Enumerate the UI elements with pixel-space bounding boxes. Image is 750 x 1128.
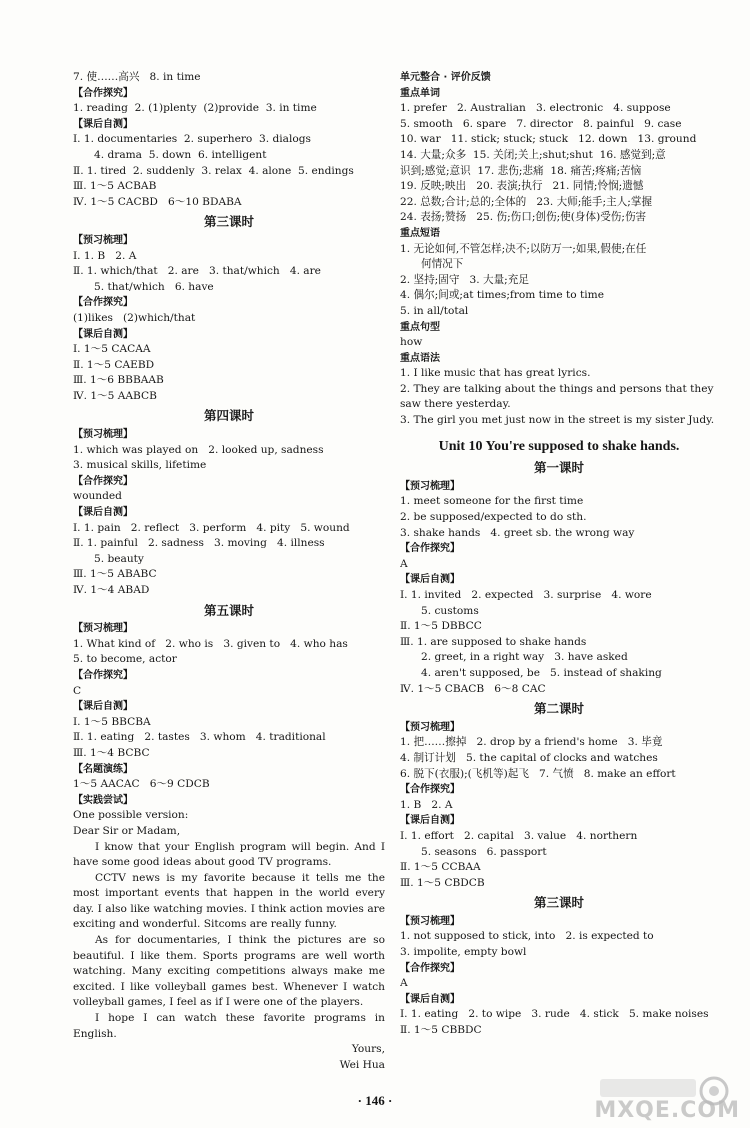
left-section-heading: 【课后自测】 <box>73 507 133 519</box>
left-answer-line: Ⅱ. 1. tired 2. suddenly 3. relax 4. alone 5. endings <box>73 164 354 177</box>
left-section-heading: 【合作探究】 <box>73 297 133 309</box>
right-section-heading: 【预习梳理】 <box>400 721 460 733</box>
right-lesson-title: 第一课时 <box>533 460 584 476</box>
right-answer-line: 3. shake hands 4. greet sb. the wrong way <box>400 526 635 539</box>
left-answer-line: Ⅱ. 1. which/that 2. are 3. that/which 4. are <box>73 265 321 278</box>
left-section-heading: 【预习梳理】 <box>73 623 133 635</box>
left-answer-line: Ⅱ. 1～5 CAEBD <box>73 358 155 371</box>
right-section-heading: 【课后自测】 <box>400 815 460 827</box>
watermark-text: MXQE.COM <box>594 1098 740 1123</box>
right-lesson-title: 第三课时 <box>533 895 584 911</box>
right-answer-line: A <box>400 977 408 990</box>
right-answer-line: 24. 表扬;赞扬 25. 伤;伤口;创伤;使(身体)受伤;伤害 <box>400 211 647 224</box>
page-number: · 146 · <box>357 1093 393 1108</box>
left-answer-line: 1. What kind of 2. who is 3. given to 4. who has <box>73 637 348 650</box>
right-answer-line: A <box>400 557 408 570</box>
right-section-heading: 【预习梳理】 <box>400 915 460 927</box>
right-lesson-title: 第二课时 <box>533 701 584 717</box>
right-section-heading: 【课后自测】 <box>400 993 460 1005</box>
left-answer-line: 1. which was played on 2. looked up, sadness <box>73 443 324 456</box>
letter-signature: Yours, <box>351 1043 385 1056</box>
left-lesson-title: 第三课时 <box>203 214 254 230</box>
right-answer-line: Ⅲ. 1～5 CBDCB <box>400 876 485 889</box>
right-answer-line: 19. 反映;映出 20. 表演;执行 21. 同情;怜悯;遗憾 <box>400 180 644 193</box>
left-column <box>73 70 385 1073</box>
left-answer-line: Ⅲ. 1～5 ABABC <box>73 568 157 581</box>
left-answer-line: 3. musical skills, lifetime <box>73 459 207 472</box>
left-answer-line: 1. reading 2. (1)plenty (2)provide 3. in time <box>73 102 317 115</box>
right-answer-line-continued: 5. customs <box>421 604 479 617</box>
right-section-heading: 重点句型 <box>400 321 440 333</box>
right-answer-line: 6. 脱下(衣服);(飞机等)起飞 7. 气愤 8. make an effort <box>400 767 676 780</box>
left-answer-line: Ⅱ. 1. eating 2. tastes 3. whom 4. traditional <box>73 731 326 744</box>
left-section-heading: 【预习梳理】 <box>73 429 133 441</box>
right-section-heading: 重点单词 <box>400 87 440 99</box>
right-answer-line: 14. 大量;众多 15. 关闭;关上;shut;shut 16. 感觉到;意 <box>400 148 666 161</box>
left-answer-line: Dear Sir or Madam, <box>73 824 181 837</box>
right-answer-line: 4. 偶尔;间或;at times;from time to time <box>400 289 604 302</box>
left-answer-line: Ⅳ. 1～5 AABCB <box>73 389 157 402</box>
left-answer-line: Ⅳ. 1～5 CACBD 6～10 BDABA <box>73 195 242 208</box>
right-answer-line: 1. not supposed to stick, into 2. is expected to <box>400 930 654 943</box>
left-section-heading: 【合作探究】 <box>73 87 133 99</box>
left-section-heading: 【合作探究】 <box>73 669 133 681</box>
right-answer-line: Ⅳ. 1～5 CBACB 6～8 CAC <box>400 682 546 695</box>
right-section-heading: 【合作探究】 <box>400 784 460 796</box>
left-answer-line: Ⅲ. 1～4 BCBC <box>73 746 150 759</box>
right-answer-line: 识到;感觉;意识 17. 悲伤;悲痛 18. 痛苦;疼痛;苦恼 <box>400 164 642 177</box>
left-section-heading: 【实践尝试】 <box>73 794 133 806</box>
left-section-heading: 【课后自测】 <box>73 701 133 713</box>
left-answer-line: Ⅰ. 1. B 2. A <box>73 249 137 262</box>
right-answer-line: Ⅱ. 1～5 DBBCC <box>400 620 482 633</box>
left-lesson-title: 第四课时 <box>203 408 254 424</box>
right-section-heading: 重点短语 <box>400 227 440 239</box>
right-answer-line: 2. be supposed/expected to do sth. <box>400 511 587 524</box>
right-answer-line-continued: 2. greet, in a right way 3. have asked <box>421 651 628 664</box>
right-answer-line: 4. 制订计划 5. the capital of clocks and watches <box>400 751 658 764</box>
right-answer-line: 1. meet someone for the first time <box>400 495 584 508</box>
right-answer-line: 1. B 2. A <box>400 798 453 811</box>
right-answer-line: 3. impolite, empty bowl <box>400 946 527 959</box>
right-answer-line: 1. I like music that has great lyrics. <box>400 367 591 380</box>
left-section-heading: 【合作探究】 <box>73 475 133 487</box>
left-answer-line: Ⅰ. 1～5 CACAA <box>73 343 151 356</box>
left-answer-line: Ⅲ. 1～6 BBBAAB <box>73 374 164 387</box>
right-section-heading: 【合作探究】 <box>400 543 460 555</box>
left-answer-line: Ⅰ. 1. documentaries 2. superhero 3. dialogs <box>73 133 311 146</box>
left-answer-line: One possible version: <box>73 809 189 822</box>
right-answer-line: 2. They are talking about the things and persons that they saw there yesterday. <box>400 382 714 411</box>
left-answer-line: C <box>73 684 82 697</box>
letter-paragraph: CCTV news is my favorite because it tells me the most important events that happen in the world every day. I also like watching movies. I think action movies are exciting and wonderful. Sitcoms are really funny. <box>73 871 385 931</box>
right-answer-line: 5. smooth 6. spare 7. director 8. painful 9. case <box>400 117 682 130</box>
right-section-heading: 单元整合 · 评价反馈 <box>400 72 491 83</box>
left-answer-line-continued: 4. drama 5. down 6. intelligent <box>94 148 267 161</box>
right-column <box>400 70 718 1039</box>
right-section-heading: 【课后自测】 <box>400 574 460 586</box>
left-answer-line: Ⅰ. 1. pain 2. reflect 3. perform 4. pity 5. wound <box>73 521 350 534</box>
left-answer-line-continued: 5. that/which 6. have <box>94 280 214 293</box>
left-answer-line: Ⅲ. 1～5 ACBAB <box>73 180 157 193</box>
left-answer-line: Ⅳ. 1～4 ABAD <box>73 584 150 596</box>
right-answer-line: Ⅱ. 1～5 CCBAA <box>400 861 481 874</box>
right-answer-line-continued: 4. aren't supposed, be 5. instead of shaking <box>421 666 662 679</box>
right-answer-line: Ⅰ. 1. invited 2. expected 3. surprise 4. wore <box>400 589 652 601</box>
right-answer-line: Ⅱ. 1～5 CBBDC <box>400 1024 482 1037</box>
letter-paragraph: As for documentaries, I think the pictures are so beautiful. I like them. Sports programs are well worth watching. Many exciting competitions always make me excited. I like volleyball games best. Whenever I watch volleyball games, I feel as if I were one of the players. <box>73 934 385 1009</box>
right-answer-line: Ⅰ. 1. effort 2. capital 3. value 4. northern <box>400 829 638 842</box>
left-section-heading: 【名题演练】 <box>73 763 133 775</box>
left-answer-line-continued: 5. beauty <box>94 552 144 565</box>
letter-paragraph: I hope I can watch these favorite programs in English. <box>73 1012 385 1040</box>
left-section-heading: 【预习梳理】 <box>73 234 133 246</box>
unit-title: Unit 10 You're supposed to shake hands. <box>438 438 680 454</box>
left-answer-line: 7. 使……高兴 8. in time <box>73 71 201 83</box>
right-answer-line: 1. prefer 2. Australian 3. electronic 4. suppose <box>400 102 671 115</box>
left-section-heading: 【课后自测】 <box>73 118 133 130</box>
left-answer-line: Ⅰ. 1～5 BBCBA <box>73 715 151 728</box>
right-answer-line: 3. The girl you met just now in the street is my sister Judy. <box>400 414 715 427</box>
letter-paragraph: I know that your English program will begin. And I have some good ideas about good TV programs. <box>73 840 385 869</box>
left-answer-line: Ⅱ. 1. painful 2. sadness 3. moving 4. illness <box>73 537 325 550</box>
right-answer-line: 10. war 11. stick; stuck; stuck 12. down 13. ground <box>400 133 697 146</box>
right-section-heading: 【预习梳理】 <box>400 480 460 492</box>
right-answer-line-continued: 何情况下 <box>421 258 464 271</box>
right-answer-line: 1. 把……擦掉 2. drop by a friend's home 3. 毕竟 <box>400 736 663 749</box>
right-section-heading: 【合作探究】 <box>400 962 460 974</box>
right-answer-line: Ⅰ. 1. eating 2. to wipe 3. rude 4. stick 5. make noises <box>400 1008 709 1021</box>
right-answer-line: 2. 坚持;固守 3. 大量;充足 <box>400 273 529 286</box>
left-answer-line: 1～5 AACAC 6～9 CDCB <box>73 778 210 791</box>
left-answer-line: 5. to become, actor <box>73 653 177 666</box>
right-section-heading: 重点语法 <box>400 352 440 364</box>
letter-signature: Wei Hua <box>339 1058 385 1071</box>
left-answer-line: (1)likes (2)which/that <box>73 311 196 324</box>
right-answer-line: 5. in all/total <box>400 304 469 317</box>
left-answer-line: wounded <box>73 490 122 503</box>
right-answer-line: 22. 总数;合计;总的;全体的 23. 大师;能手;主人;掌握 <box>400 195 653 208</box>
right-answer-line: how <box>400 336 423 349</box>
left-lesson-title: 第五课时 <box>203 602 254 618</box>
right-answer-line: 1. 无论如何,不管怎样;决不;以防万一;如果,假使;在任 <box>400 242 647 255</box>
right-answer-line-continued: 5. seasons 6. passport <box>421 845 547 858</box>
right-answer-line: Ⅲ. 1. are supposed to shake hands <box>400 635 587 648</box>
left-section-heading: 【课后自测】 <box>73 328 133 340</box>
